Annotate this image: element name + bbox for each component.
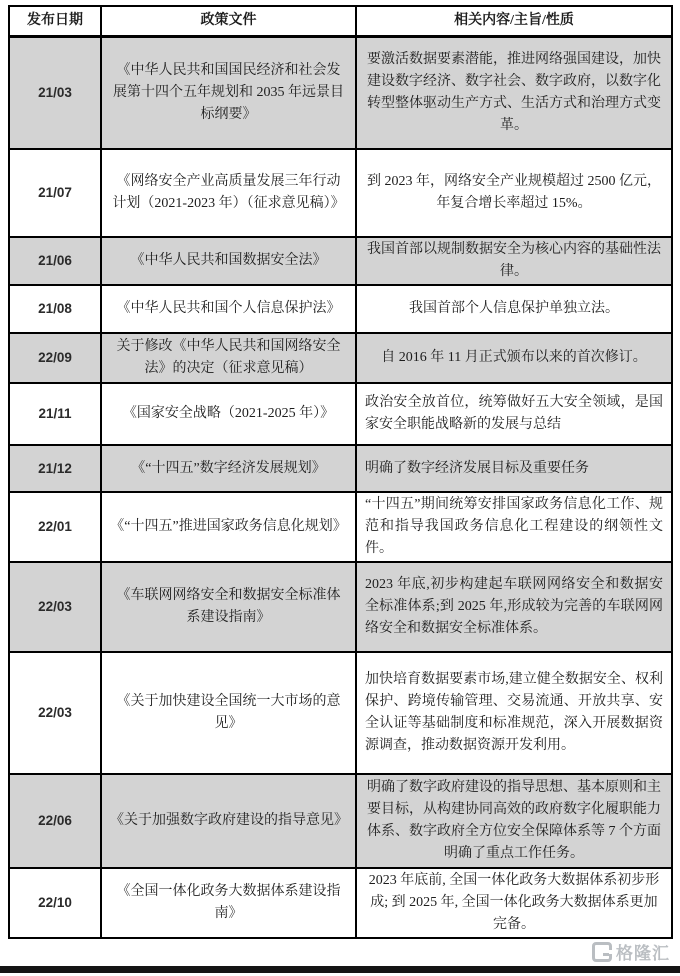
policy-document-cell: 《中华人民共和国国民经济和社会发展第十四个五年规划和 2035 年远景目标纲要》 — [101, 37, 356, 150]
policy-document-cell: 《中华人民共和国数据安全法》 — [101, 237, 356, 285]
content-cell: 到 2023 年，网络安全产业规模超过 2500 亿元，年复合增长率超过 15%。 — [356, 149, 672, 237]
content-cell: 我国首部以规制数据安全为核心内容的基础性法律。 — [356, 237, 672, 285]
content-cell: 明确了数字政府建设的指导思想、基本原则和主要目标，从构建协同高效的政府数字化履职能力体系、数字政府全方位安全保障体系等 7 个方面明确了重点工作任务。 — [356, 774, 672, 868]
release-date-cell: 21/12 — [9, 445, 101, 492]
release-date-cell: 22/03 — [9, 562, 101, 652]
release-date-cell: 22/03 — [9, 652, 101, 774]
release-date-cell: 21/11 — [9, 383, 101, 445]
policy-document-cell: 关于修改《中华人民共和国网络安全法》的决定（征求意见稿） — [101, 333, 356, 383]
gelonghui-watermark — [592, 939, 670, 964]
content-cell: 要激活数据要素潜能，推进网络强国建设，加快建设数字经济、数字社会、数字政府，以数字化转型整体驱动生产方式、生活方式和治理方式变革。 — [356, 37, 672, 150]
policy-document-cell: 《中华人民共和国个人信息保护法》 — [101, 285, 356, 333]
policy-document-cell: 《国家安全战略（2021-2025 年）》 — [101, 383, 356, 445]
policy-table — [8, 5, 673, 939]
content-cell: 明确了数字经济发展目标及重要任务 — [356, 445, 672, 492]
watermark-text: 格隆汇 — [616, 944, 670, 963]
table-row — [9, 652, 672, 774]
release-date-cell: 21/07 — [9, 149, 101, 237]
table-row — [9, 285, 672, 333]
release-date-cell: 21/08 — [9, 285, 101, 333]
header-related-content: 相关内容/主旨/性质 — [356, 6, 672, 37]
content-cell: 我国首部个人信息保护单独立法。 — [356, 285, 672, 333]
content-cell: 加快培育数据要素市场,建立健全数据安全、权利保护、跨境传输管理、交易流通、开放共享、安全认证等基础制度和标准规范，深入开展数据资源调查，推动数据资源开发利用。 — [356, 652, 672, 774]
release-date-cell: 21/06 — [9, 237, 101, 285]
content-cell: 2023 年底前, 全国一体化政务大数据体系初步形成; 到 2025 年, 全国一体化政务大数据体系更加完备。 — [356, 868, 672, 938]
table-row — [9, 445, 672, 492]
table-row — [9, 37, 672, 150]
content-cell: 自 2016 年 11 月正式颁布以来的首次修订。 — [356, 333, 672, 383]
table-row — [9, 492, 672, 562]
gelonghui-logo-icon — [592, 942, 612, 962]
policy-document-cell: 《“十四五”数字经济发展规划》 — [101, 445, 356, 492]
header-release-date: 发布日期 — [9, 6, 101, 37]
table-row — [9, 868, 672, 938]
release-date-cell: 22/10 — [9, 868, 101, 938]
policy-document-cell: 《车联网网络安全和数据安全标准体系建设指南》 — [101, 562, 356, 652]
table-row — [9, 774, 672, 868]
policy-document-cell: 《“十四五”推进国家政务信息化规划》 — [101, 492, 356, 562]
content-cell: 2023 年底,初步构建起车联网网络安全和数据安全标准体系;到 2025 年,形成较为完善的车联网网络安全和数据安全标准体系。 — [356, 562, 672, 652]
release-date-cell: 22/06 — [9, 774, 101, 868]
policy-document-cell: 《网络安全产业高质量发展三年行动计划（2021-2023 年）（征求意见稿）》 — [101, 149, 356, 237]
release-date-cell: 21/03 — [9, 37, 101, 150]
policy-document-cell: 《关于加强数字政府建设的指导意见》 — [101, 774, 356, 868]
bottom-divider — [0, 966, 680, 973]
content-cell: “十四五”期间统筹安排国家政务信息化工作、规范和指导我国政务信息化工程建设的纲领性文件。 — [356, 492, 672, 562]
policy-document-cell: 《全国一体化政务大数据体系建设指南》 — [101, 868, 356, 938]
table-header-row — [9, 6, 672, 37]
table-row — [9, 333, 672, 383]
table-row — [9, 562, 672, 652]
policy-document-cell: 《关于加快建设全国统一大市场的意见》 — [101, 652, 356, 774]
content-cell: 政治安全放首位，统筹做好五大安全领域，是国家安全职能战略新的发展与总结 — [356, 383, 672, 445]
table-row — [9, 149, 672, 237]
table-row — [9, 383, 672, 445]
header-policy-document: 政策文件 — [101, 6, 356, 37]
table-row — [9, 237, 672, 285]
release-date-cell: 22/09 — [9, 333, 101, 383]
release-date-cell: 22/01 — [9, 492, 101, 562]
